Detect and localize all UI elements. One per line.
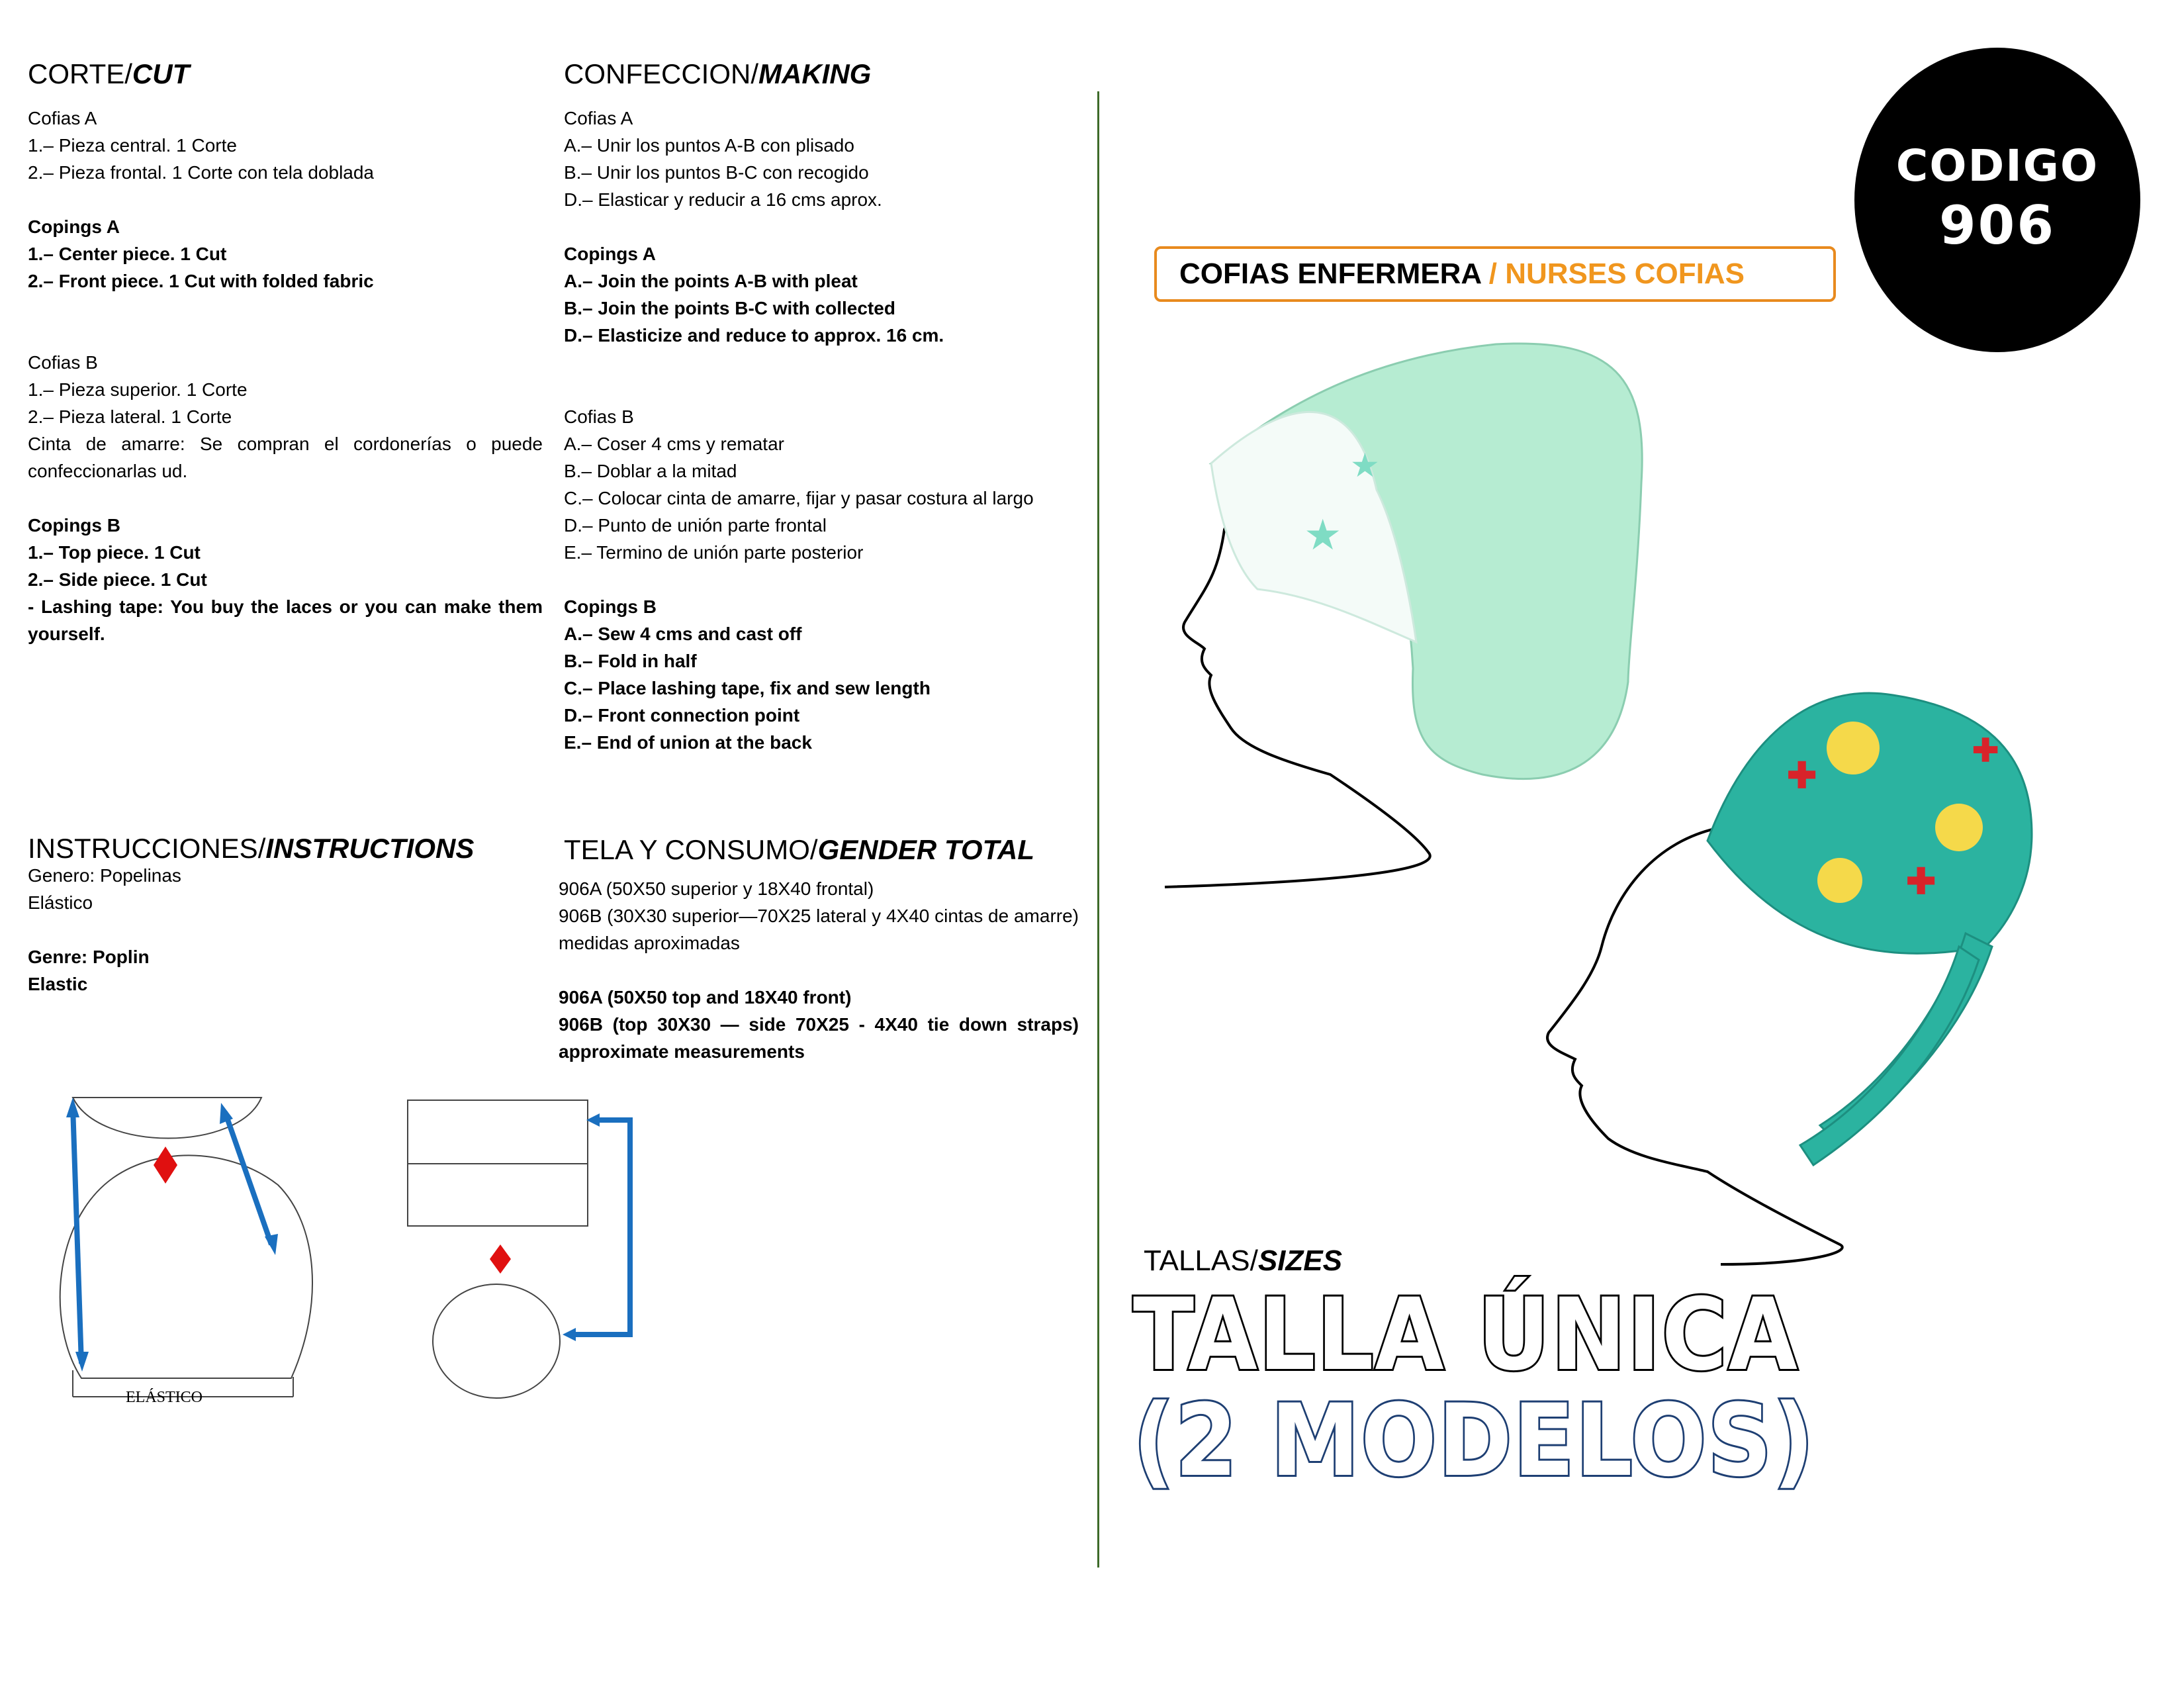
step-line: - Lashing tape: You buy the laces or you can make them yourself. [28,596,543,644]
elastic-label: ELÁSTICO [126,1389,203,1406]
spacer [28,186,543,213]
code-badge [1854,48,2140,352]
step-line: A.– Sew 4 cms and cast off [564,624,802,644]
code-label: CODIGO [1895,140,2099,191]
spacer [559,957,1079,984]
step-line: 1.– Top piece. 1 Cut [28,542,201,563]
step-line: B.– Fold in half [564,651,697,671]
step-line: E.– Termino de unión parte posterior [564,542,864,563]
step-line: Cinta de amarre: Se compran el cordonerías o puede confeccionarlas ud. [28,434,543,481]
step-line: Copings A [28,216,120,237]
models-count: (2 MODELOS) [1133,1383,1815,1499]
character-print [1817,858,1862,903]
step-line: B.– Doblar a la mitad [564,461,737,481]
cut-heading-en: CUT [132,58,190,89]
step-line: Cofias A [28,108,97,128]
step-line: 1.– Pieza superior. 1 Corte [28,379,248,400]
spacer [28,485,543,512]
cap-tie-strap [1800,947,1979,1165]
arrow-blue-right [225,1112,271,1244]
spacer [28,916,518,943]
step-line: 2.– Pieza lateral. 1 Corte [28,406,232,427]
spacer [564,566,1080,593]
character-print [1827,722,1880,774]
instructions-heading-en: INSTRUCTIONS [265,833,475,864]
product-title-en: NURSES COFIAS [1505,258,1745,290]
fabric-heading [564,833,1034,867]
step-line: A.– Unir los puntos A-B con plisado [564,135,854,156]
pattern-diagrams [40,1086,635,1417]
step-line: Copings B [564,596,657,617]
step-line: Elástico [28,892,93,913]
spacer [28,295,543,322]
step-line: A.– Coser 4 cms y rematar [564,434,784,454]
making-heading-es: CONFECCION/ [564,58,758,89]
sizes-label-es: TALLAS/ [1144,1244,1258,1277]
step-line: D.– Elasticize and reduce to approx. 16 cm. [564,325,944,346]
step-line: 2.– Front piece. 1 Cut with folded fabric [28,271,374,291]
step-line: 906B (30X30 superior—70X25 lateral y 4X40 cintas de amarre) medidas aproximadas [559,906,1079,953]
step-line: 906B (top 30X30 — side 70X25 - 4X40 tie down straps) approximate measurements [559,1014,1079,1062]
making-heading-en: MAKING [758,58,872,89]
size-value: TALLA ÚNICA [1133,1278,1799,1393]
arrow-blue-b [569,1120,630,1335]
red-cross-icon: ✚ [1972,733,1999,769]
making-heading [564,57,871,91]
red-marker-b [490,1244,511,1274]
product-title-separator: / [1480,258,1506,290]
step-line: Cofias B [28,352,98,373]
spacer [564,349,1080,376]
fabric-heading-es: TELA Y CONSUMO/ [564,834,818,865]
step-line: D.– Front connection point [564,705,800,726]
sizes-label [1144,1244,1342,1278]
product-title-es: COFIAS ENFERMERA [1179,258,1481,290]
red-cross-icon: ✚ [1906,862,1936,902]
step-line: Elastic [28,974,88,994]
code-number: 906 [1939,195,2056,256]
red-marker-a [154,1147,177,1184]
instructions-heading [28,831,474,866]
cut-heading [28,57,189,91]
step-line: E.– End of union at the back [564,732,812,753]
step-line: B.– Join the points B-C with collected [564,298,895,318]
step-line: C.– Place lashing tape, fix and sew length [564,678,931,698]
product-illustrations [1152,311,2091,1344]
step-line: Cofias B [564,406,634,427]
spacer [28,322,543,349]
step-line: 1.– Center piece. 1 Cut [28,244,227,264]
pattern-b [408,1100,630,1398]
step-line: 906A (50X50 top and 18X40 front) [559,987,852,1008]
star-icon: ★ [1350,447,1380,484]
top-piece-outline [433,1284,560,1398]
step-line: Cofias A [564,108,633,128]
making-steps [564,105,1080,756]
fabric-heading-en: GENDER TOTAL [817,834,1035,865]
step-line: 906A (50X50 superior y 18X40 frontal) [559,878,874,899]
fabric-list [559,875,1079,1065]
step-line: 2.– Side piece. 1 Cut [28,569,207,590]
instructions-list [28,862,518,998]
step-line: Genero: Popelinas [28,865,181,886]
step-line: Copings B [28,515,120,536]
instructions-heading-es: INSTRUCCIONES/ [28,833,266,864]
column-divider [1097,91,1099,1568]
step-line: 2.– Pieza frontal. 1 Corte con tela doblada [28,162,375,183]
star-icon: ★ [1304,512,1342,559]
character-print [1935,804,1983,851]
sizes-label-en: SIZES [1257,1244,1342,1277]
step-line: D.– Punto de unión parte frontal [564,515,827,536]
spacer [564,213,1080,240]
step-line: A.– Join the points A-B with pleat [564,271,858,291]
product-title-box [1154,246,1836,302]
pattern-a [60,1098,312,1406]
cut-steps [28,105,543,647]
center-piece-outline [60,1155,312,1378]
step-line: Genre: Poplin [28,947,150,967]
step-line: Copings A [564,244,656,264]
step-line: 1.– Pieza central. 1 Corte [28,135,237,156]
step-line: D.– Elasticar y reducir a 16 cms aprox. [564,189,882,210]
spacer [564,376,1080,403]
red-cross-icon: ✚ [1787,756,1817,796]
step-line: C.– Colocar cinta de amarre, fijar y pasar costura al largo [564,488,1034,508]
arrow-blue-left [73,1107,81,1364]
cut-heading-es: CORTE/ [28,58,132,89]
step-line: B.– Unir los puntos B-C con recogido [564,162,869,183]
